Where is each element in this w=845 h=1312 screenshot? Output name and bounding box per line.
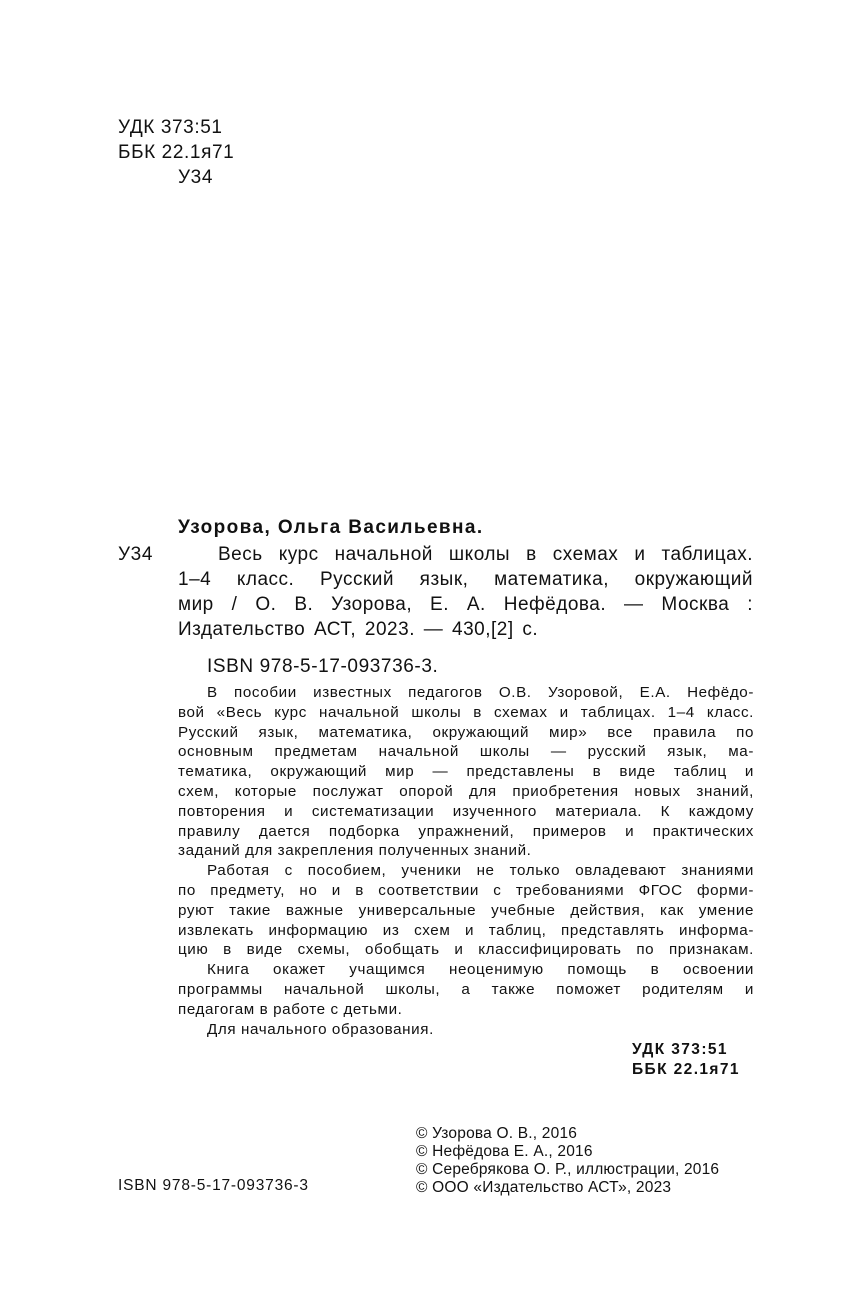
- annotation-line: педагогам в работе с детьми.: [178, 1000, 403, 1018]
- annotation-line: тематика, окружающий мир — представлены в виде таблиц и: [178, 763, 754, 781]
- annotation-line: цию в виде схемы, обобщать и классифицировать по признакам.: [178, 941, 754, 959]
- author-mark-top: У34: [178, 167, 214, 188]
- udk-code-top: УДК 373:51: [118, 117, 223, 138]
- annotation-line: вой «Весь курс начальной школы в схемах и таблицах. 1–4 класс.: [178, 703, 754, 721]
- bib-line: 1–4 класс. Русский язык, математика, окружающий: [178, 569, 753, 590]
- annotation-line: В пособии известных педагогов О.В. Узоровой, Е.А. Нефёдо-: [207, 684, 754, 701]
- bib-line: Весь курс начальной школы в схемах и таблицах.: [218, 544, 753, 565]
- bbk-code-top: ББК 22.1я71: [118, 142, 235, 163]
- copyright-line: © ООО «Издательство АСТ», 2023: [416, 1179, 672, 1196]
- annotation-line: заданий для закрепления полученных знаний.: [178, 842, 532, 860]
- annotation-line: повторения и систематизации изученного материала. К каждому: [178, 802, 754, 820]
- annotation-line: Русский язык, математика, окружающий мир» все правила по: [178, 723, 754, 741]
- bibliographic-description: [178, 542, 753, 642]
- bib-line: Издательство АСТ, 2023. — 430,[2] с.: [178, 619, 539, 640]
- annotation-line: руют такие важные универсальные учебные действия, как умение: [178, 901, 754, 919]
- copyright-line: © Серебрякова О. Р., иллюстрации, 2016: [416, 1161, 720, 1178]
- bib-line: мир / О. В. Узорова, Е. А. Нефёдова. — Москва :: [178, 594, 753, 615]
- annotation-line: Для начального образования.: [207, 1020, 434, 1038]
- author-heading: Узорова, Ольга Васильевна.: [178, 517, 484, 538]
- annotation-line: извлекать информацию из схем и таблиц, представлять информа-: [178, 921, 754, 939]
- annotation-line: основным предметам начальной школы — русский язык, ма-: [178, 743, 754, 761]
- copyright-line: © Нефёдова Е. А., 2016: [416, 1143, 593, 1160]
- annotation: [178, 683, 754, 1039]
- annotation-line: схем, которые послужат опорой для приобретения новых знаний,: [178, 782, 754, 800]
- bbk-code-bottom: ББК 22.1я71: [632, 1061, 740, 1078]
- copyright-line: © Узорова О. В., 2016: [416, 1125, 578, 1142]
- udk-code-bottom: УДК 373:51: [632, 1041, 728, 1058]
- annotation-line: Работая с пособием, ученики не только овладевают знаниями: [207, 862, 754, 880]
- isbn-line: ISBN 978-5-17-093736-3.: [207, 656, 439, 677]
- annotation-line: программы начальной школы, а также поможет родителям и: [178, 980, 754, 998]
- annotation-line: по предмету, но и в соответствии с требованиями ФГОС форми-: [178, 881, 754, 899]
- isbn-footer: ISBN 978-5-17-093736-3: [118, 1177, 309, 1194]
- author-mark-side: У34: [118, 544, 154, 565]
- annotation-line: Книга окажет учащимся неоценимую помощь в освоении: [207, 961, 754, 979]
- annotation-line: правилу дается подборка упражнений, примеров и практических: [178, 822, 754, 840]
